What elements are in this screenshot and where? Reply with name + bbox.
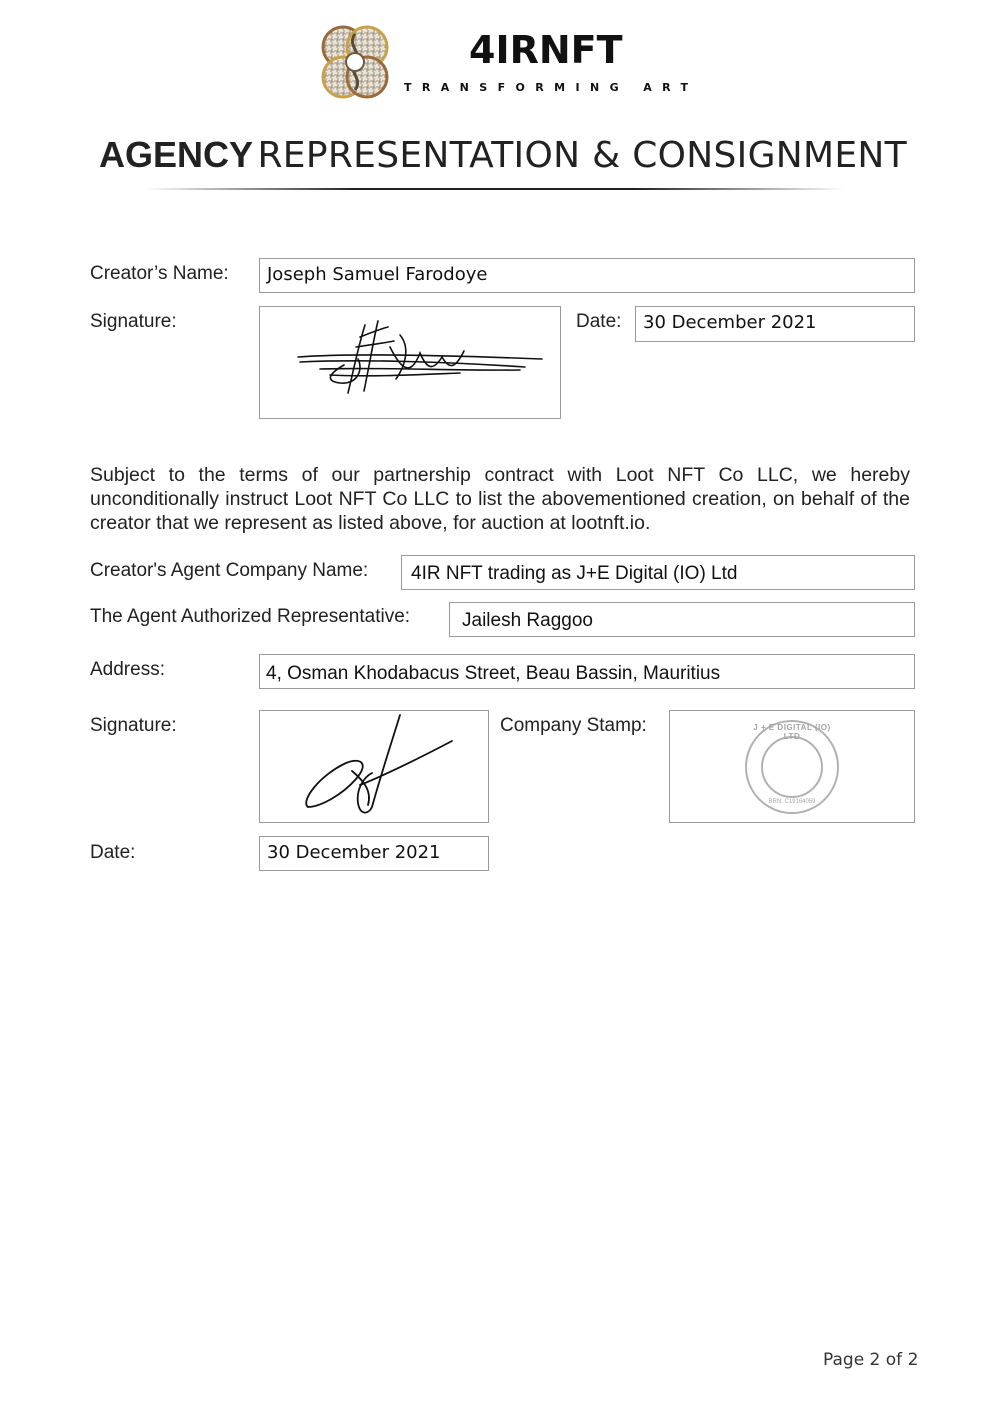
creator-signature-image <box>260 307 560 418</box>
agent-date-field <box>259 836 489 871</box>
page-number: Page 2 of 2 <box>823 1350 919 1370</box>
creator-date-label: Date: <box>576 311 622 332</box>
brand-tagline: TRANSFORMING ART <box>404 81 699 94</box>
agent-rep-label: The Agent Authorized Representative: <box>90 606 411 627</box>
agent-company-label: Creator's Agent Company Name: <box>90 560 369 581</box>
creator-date-field <box>635 306 915 342</box>
agent-signature-image <box>260 711 488 822</box>
company-stamp-box <box>669 710 915 823</box>
agent-rep-value: Jailesh Raggoo <box>462 610 593 631</box>
agent-address-value: 4, Osman Khodabacus Street, Beau Bassin, Mauritius <box>266 663 721 684</box>
agent-date-label: Date: <box>90 842 136 863</box>
creator-name-label: Creator’s Name: <box>90 263 229 284</box>
agent-company-value: 4IR NFT trading as J+E Digital (IO) Ltd <box>411 563 738 584</box>
agent-address-label: Address: <box>90 659 165 680</box>
creator-name-field <box>259 258 915 293</box>
creator-signature-label: Signature: <box>90 311 177 332</box>
creator-signature-box <box>259 306 561 419</box>
title-rest: REPRESENTATION & CONSIGNMENT <box>257 135 907 176</box>
agent-address-field <box>259 654 915 689</box>
title-bold: AGENCY <box>99 134 254 175</box>
title-divider <box>145 188 845 190</box>
page-title <box>99 134 907 176</box>
company-stamp-label: Company Stamp: <box>500 715 647 736</box>
agent-signature-label: Signature: <box>90 715 177 736</box>
stamp-text: J + E DIGITAL (IO) LTD <box>753 723 831 741</box>
consignment-statement: Subject to the terms of our partnership contract with Loot NFT Co LLC, we hereby unconditionally instruct Loot NFT Co LLC to list the abovementioned creation, on behalf of the creator that we represent as listed above, for auction at lootnft.io. <box>90 464 910 534</box>
creator-date-value: 30 December 2021 <box>643 312 817 333</box>
infinity-logo-icon <box>316 24 394 100</box>
agent-company-field <box>401 555 915 590</box>
logo-mark <box>316 24 394 100</box>
creator-name-value: Joseph Samuel Farodoye <box>267 264 488 285</box>
agent-date-value: 30 December 2021 <box>267 842 441 863</box>
company-stamp-seal <box>744 719 840 815</box>
agent-rep-field <box>449 602 915 637</box>
agent-signature-box <box>259 710 489 823</box>
brand-name: 4IRNFT <box>469 28 623 72</box>
stamp-brn: BRN: C19164059 <box>768 799 816 805</box>
